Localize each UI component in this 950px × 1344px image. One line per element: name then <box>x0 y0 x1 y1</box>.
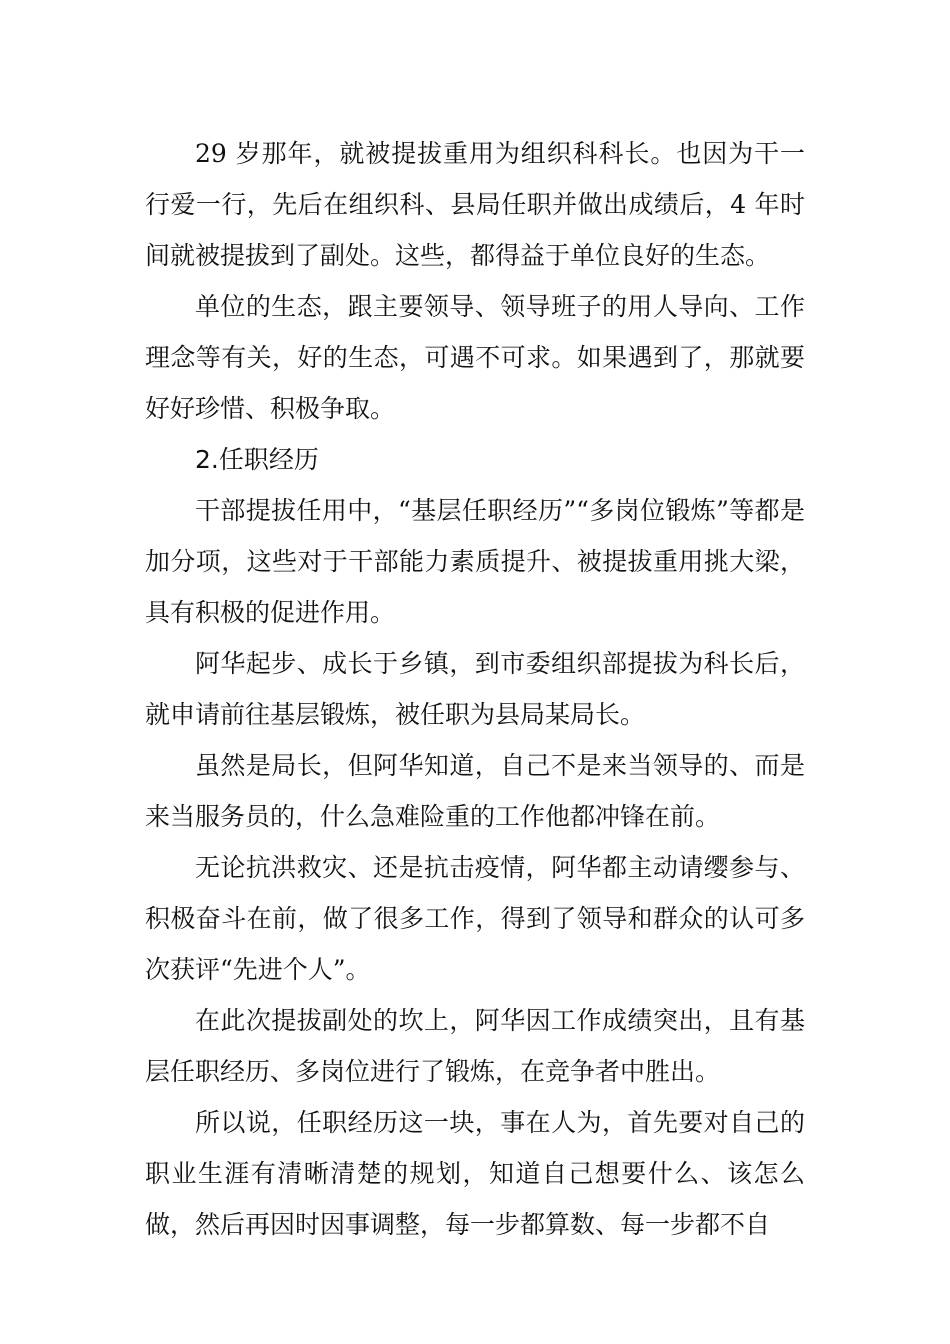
paragraph-career-planning: 所以说，任职经历这一块，事在人为，首先要对自己的职业生涯有清晰清楚的规划，知道自己想要什么、该怎么做，然后再因时因事调整，每一步都算数、每一步都不自 <box>145 1108 805 1239</box>
paragraph-disaster-relief: 无论抗洪救灾、还是抗击疫情，阿华都主动请缨参与、积极奋斗在前，做了很多工作，得到了领导和群众的认可多次获评“先进个人”。 <box>145 853 805 984</box>
document-body <box>145 128 805 1250</box>
paragraph-selection-result: 在此次提拔副处的坎上，阿华因工作成绩突出，且有基层任职经历、多岗位进行了锻炼，在竞争者中胜出。 <box>145 1006 805 1086</box>
paragraph-unit-ecology: 单位的生态，跟主要领导、领导班子的用人导向、工作理念等有关，好的生态，可遇不可求。如果遇到了，那就要好好珍惜、积极争取。 <box>145 292 805 423</box>
paragraph-servant-role: 虽然是局长，但阿华知道，自己不是来当领导的、而是来当服务员的，什么急难险重的工作他都冲锋在前。 <box>145 751 805 831</box>
paragraph-grassroots-bonus: 干部提拔任用中，“基层任职经历”“多岗位锻炼”等都是加分项，这些对于干部能力素质提升、被提拔重用挑大梁，具有积极的促进作用。 <box>145 496 806 627</box>
section-heading-work-experience: 2.任职经历 <box>195 445 319 474</box>
paragraph-grassroots-start: 阿华起步、成长于乡镇，到市委组织部提拔为科长后，就申请前往基层锻炼，被任职为县局某局长。 <box>145 649 805 729</box>
paragraph-promotion-story: 29 岁那年，就被提拔重用为组织科科长。也因为干一行爱一行，先后在组织科、县局任职并做出成绩后，4 年时间就被提拔到了副处。这些，都得益于单位良好的生态。 <box>145 139 805 270</box>
